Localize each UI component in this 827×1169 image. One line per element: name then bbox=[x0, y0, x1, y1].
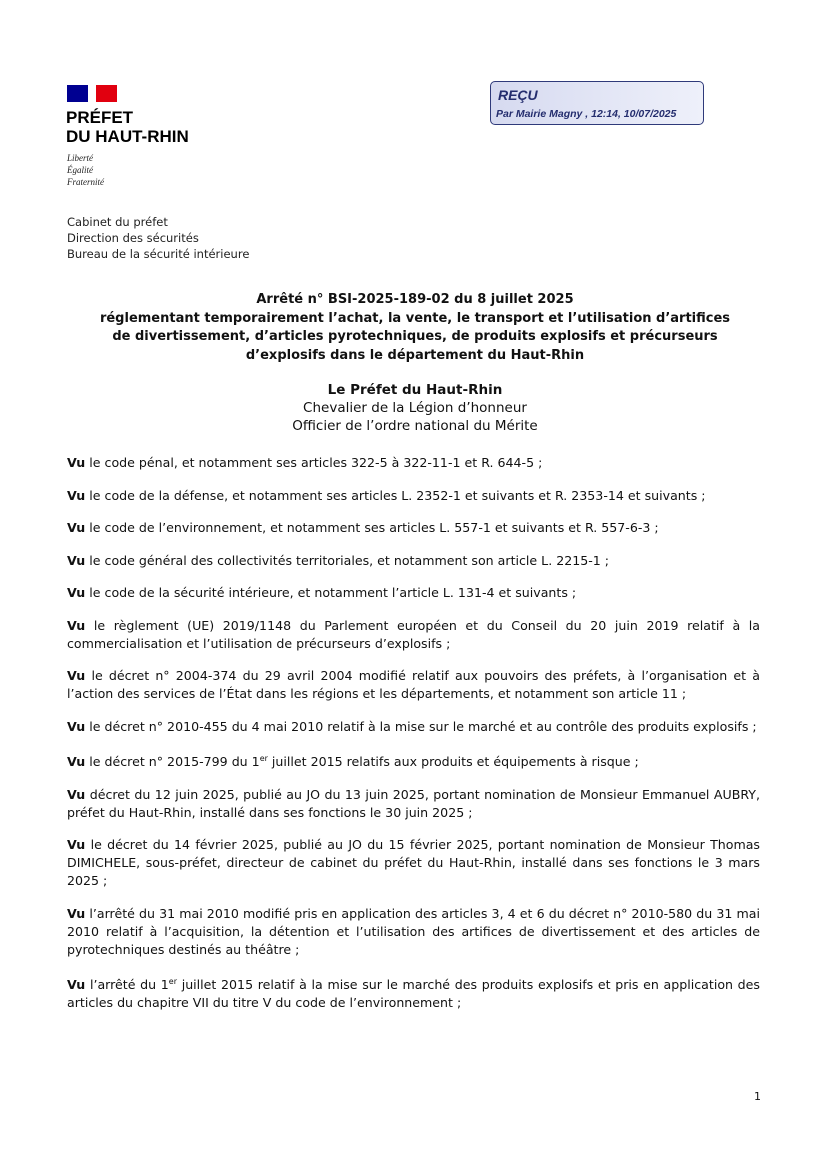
service-line: Cabinet du préfet bbox=[67, 215, 168, 229]
vu-label: Vu bbox=[67, 487, 86, 503]
org-line: DU HAUT-RHIN bbox=[66, 127, 189, 146]
motto-line: Égalité bbox=[67, 165, 93, 175]
stamp-subtitle: Par Mairie Magny , 12:14, 10/07/2025 bbox=[496, 108, 677, 120]
consideration-text: le code général des collectivités territoriales, et notamment son article L. 2215-1 ; bbox=[85, 552, 610, 568]
consideration-paragraph bbox=[67, 750, 760, 771]
vu-label: Vu bbox=[67, 905, 86, 921]
vu-label: Vu bbox=[67, 786, 86, 802]
considerations-list bbox=[67, 454, 760, 1027]
consideration-text: le code de la défense, et notamment ses articles L. 2352-1 et suivants et R. 2353-14 et suivants ; bbox=[85, 487, 706, 503]
authority-block bbox=[60, 381, 770, 435]
consideration-text: décret du 12 juin 2025, publié au JO du 13 juin 2025, portant nomination de Monsieur Emmanuel AUBRY, préfet du Haut-Rhin, installé dans ses fonctions le 30 juin 2025 ; bbox=[67, 786, 760, 820]
consideration-paragraph bbox=[67, 487, 760, 505]
decree-title bbox=[60, 291, 770, 365]
received-stamp bbox=[490, 81, 704, 125]
vu-label: Vu bbox=[67, 455, 86, 470]
marianne-flag-logo bbox=[67, 85, 117, 102]
consideration-paragraph bbox=[67, 454, 760, 472]
consideration-text: le décret du 14 février 2025, publié au JO du 15 février 2025, portant nomination de Monsieur Thomas DIMICHELE, sous-préfet, directeur de cabinet du préfet du Haut-Rhin, installé dans ses fonctions le 3 mars 2025 ; bbox=[67, 837, 760, 889]
authority-title: Chevalier de la Légion d’honneur bbox=[303, 400, 527, 416]
consideration-paragraph bbox=[67, 617, 760, 653]
vu-label: Vu bbox=[67, 754, 86, 770]
page-number: 1 bbox=[754, 1090, 761, 1103]
service-line: Bureau de la sécurité intérieure bbox=[67, 247, 250, 261]
consideration-text: le code de la sécurité intérieure, et notamment l’article L. 131-4 et suivants ; bbox=[85, 585, 577, 600]
consideration-text: le décret n° 2015-799 du 1er juillet 2015 relatifs aux produits et équipements à risque ; bbox=[85, 754, 639, 770]
vu-label: Vu bbox=[67, 668, 86, 683]
consideration-paragraph bbox=[67, 519, 760, 537]
consideration-paragraph bbox=[67, 973, 760, 1012]
consideration-text: l’arrêté du 1er juillet 2015 relatif à la mise sur le marché des produits explosifs et pris en application des articles du chapitre VII du titre V du code de l’environnement ; bbox=[67, 977, 760, 1011]
motto-line: Fraternité bbox=[67, 177, 104, 187]
authority-name: Le Préfet du Haut-Rhin bbox=[327, 382, 503, 398]
vu-label: Vu bbox=[67, 585, 86, 600]
republic-motto bbox=[67, 152, 104, 188]
consideration-paragraph bbox=[67, 905, 760, 959]
motto-line: Liberté bbox=[67, 153, 93, 163]
consideration-paragraph bbox=[67, 584, 760, 602]
consideration-paragraph bbox=[67, 718, 760, 736]
consideration-paragraph bbox=[67, 836, 760, 890]
prefecture-name bbox=[66, 108, 189, 146]
consideration-paragraph bbox=[67, 552, 760, 570]
consideration-text: le code de l’environnement, et notamment ses articles L. 557-1 et suivants et R. 557-6-3 ; bbox=[85, 520, 659, 535]
consideration-text: le règlement (UE) 2019/1148 du Parlement européen et du Conseil du 20 juin 2019 relatif à la commercialisation et l’utilisation de précurseurs d’explosifs ; bbox=[67, 617, 760, 651]
consideration-paragraph bbox=[67, 786, 760, 822]
title-line: Arrêté n° BSI-2025-189-02 du 8 juillet 2025 bbox=[256, 292, 574, 307]
consideration-text: le décret n° 2010-455 du 4 mai 2010 relatif à la mise sur le marché et au contrôle des produits explosifs ; bbox=[85, 718, 757, 734]
title-line: de divertissement, d’articles pyrotechniques, de produits explosifs et précurseurs bbox=[112, 329, 718, 344]
stamp-title: REÇU bbox=[498, 87, 538, 103]
vu-label: Vu bbox=[67, 552, 86, 568]
consideration-text: le code pénal, et notamment ses articles 322-5 à 322-11-1 et R. 644-5 ; bbox=[85, 455, 543, 470]
issuing-service bbox=[67, 214, 249, 262]
vu-label: Vu bbox=[67, 520, 86, 535]
authority-title: Officier de l’ordre national du Mérite bbox=[292, 418, 538, 434]
vu-label: Vu bbox=[67, 977, 86, 993]
title-line: d’explosifs dans le département du Haut-Rhin bbox=[245, 347, 585, 363]
vu-label: Vu bbox=[67, 837, 86, 853]
consideration-text: l’arrêté du 31 mai 2010 modifié pris en application des articles 3, 4 et 6 du décret n° 2010-580 du 31 mai 2010 relatif à l’acquisition, la détention et l’utilisation des artifices de divertissement et des articles de pyrotechniques destinés au théâtre ; bbox=[67, 905, 760, 957]
title-line: réglementant temporairement l’achat, la vente, le transport et l’utilisation d’artifices bbox=[99, 310, 731, 326]
consideration-text: le décret n° 2004-374 du 29 avril 2004 modifié relatif aux pouvoirs des préfets, à l’organisation et à l’action des services de l’État dans les régions et les départements, et notamment son article 11 ; bbox=[67, 668, 760, 701]
consideration-paragraph bbox=[67, 667, 760, 703]
org-line: PRÉFET bbox=[66, 108, 134, 127]
vu-label: Vu bbox=[67, 718, 86, 734]
vu-label: Vu bbox=[67, 617, 86, 633]
service-line: Direction des sécurités bbox=[67, 231, 199, 245]
